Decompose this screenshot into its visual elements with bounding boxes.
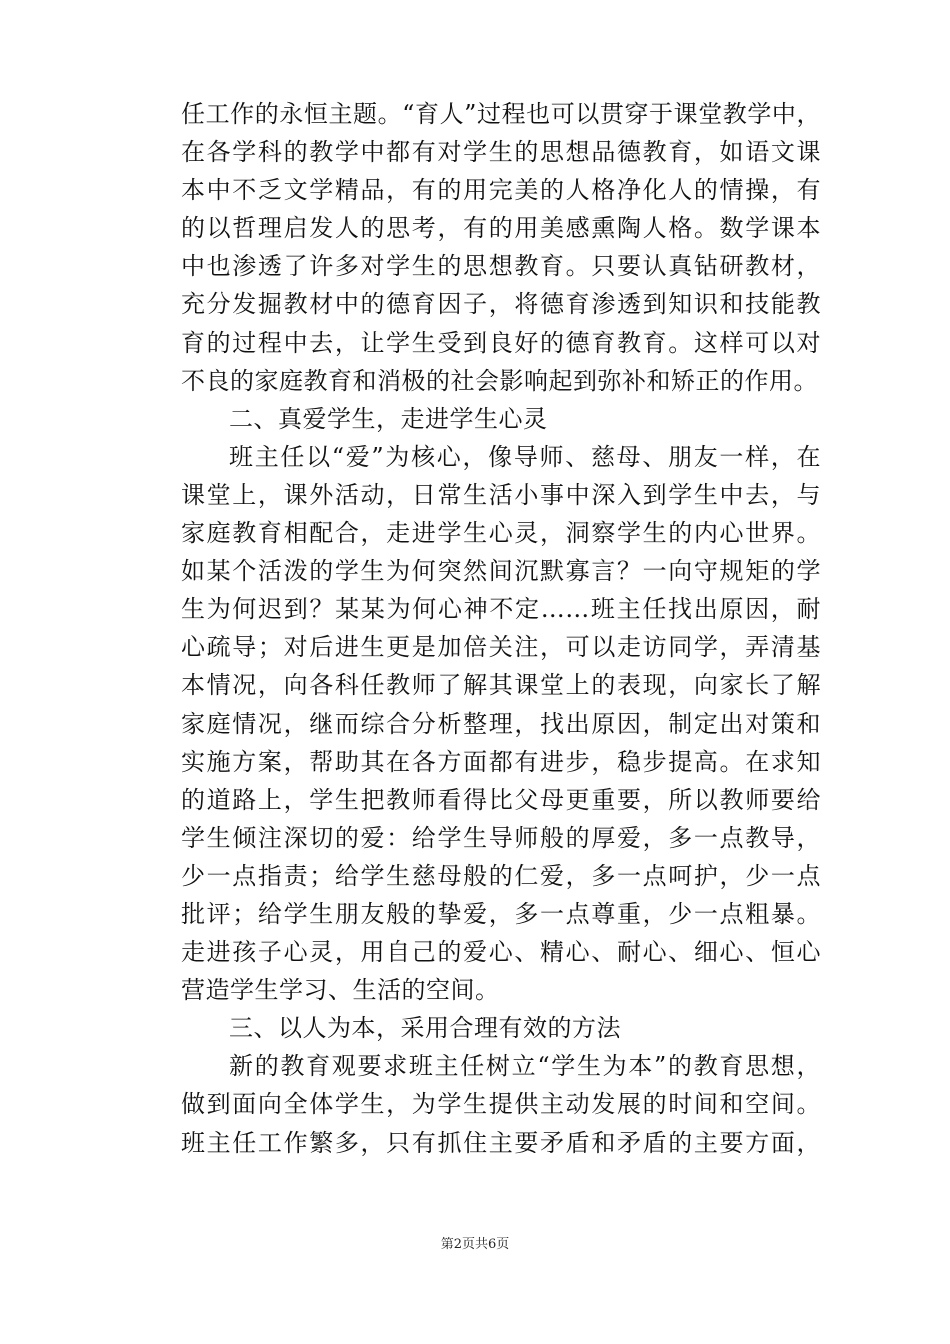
text-line: 不良的家庭教育和消极的社会影响起到弥补和矫正的作用。 [181,366,818,395]
text-line: 学生倾注深切的爱：给学生导师般的厚爱，多一点教导， [181,823,821,852]
text-line: 走进孩子心灵，用自己的爱心、精心、耐心、细心、恒心 [181,938,821,967]
section-heading: 二、真爱学生，走进学生心灵 [229,404,548,433]
text-line: 新的教育观要求班主任树立“学生为本”的教育思想， [229,1052,821,1081]
text-line: 课堂上，课外活动，日常生活小事中深入到学生中去，与 [181,480,821,509]
text-line: 班主任以“爱”为核心，像导师、慈母、朋友一样，在 [229,442,821,471]
text-line: 如某个活泼的学生为何突然间沉默寡言？一向守规矩的学 [181,557,821,586]
text-line: 充分发掘教材中的德育因子，将德育渗透到知识和技能教 [181,290,821,319]
text-line: 本情况，向各科任教师了解其课堂上的表现，向家长了解 [181,671,821,700]
text-line: 育的过程中去，让学生受到良好的德育教育。这样可以对 [181,328,821,357]
text-line: 少一点指责；给学生慈母般的仁爱，多一点呵护，少一点 [181,861,821,890]
text-line: 班主任工作繁多，只有抓住主要矛盾和矛盾的主要方面， [181,1128,821,1157]
text-line: 的道路上，学生把教师看得比父母更重要，所以教师要给 [181,785,821,814]
text-line: 在各学科的教学中都有对学生的思想品德教育，如语文课 [181,138,821,167]
text-line: 批评；给学生朋友般的挚爱，多一点尊重，少一点粗暴。 [181,899,821,928]
page-number-footer: 第2页共6页 [440,1237,510,1252]
text-line: 本中不乏文学精品，有的用完美的人格净化人的情操，有 [181,176,821,205]
text-line: 任工作的永恒主题。“育人”过程也可以贯穿于课堂教学中， [181,100,821,128]
section-heading: 三、以人为本，采用合理有效的方法 [229,1014,621,1043]
text-line: 营造学生学习、生活的空间。 [181,976,500,1005]
text-line: 心疏导；对后进生更是加倍关注，可以走访同学，弄清基 [181,633,821,662]
text-line: 中也渗透了许多对学生的思想教育。只要认真钻研教材， [181,252,821,281]
text-line: 生为何迟到？某某为何心神不定……班主任找出原因，耐 [181,595,821,624]
text-line: 家庭教育相配合，走进学生心灵，洞察学生的内心世界。 [181,519,821,548]
text-line: 实施方案，帮助其在各方面都有进步，稳步提高。在求知 [181,747,821,776]
text-line: 的以哲理启发人的思考，有的用美感熏陶人格。数学课本 [181,214,821,243]
body-text [181,95,821,1162]
text-line: 做到面向全体学生，为学生提供主动发展的时间和空间。 [181,1090,821,1119]
text-line: 家庭情况，继而综合分析整理，找出原因，制定出对策和 [181,709,821,738]
